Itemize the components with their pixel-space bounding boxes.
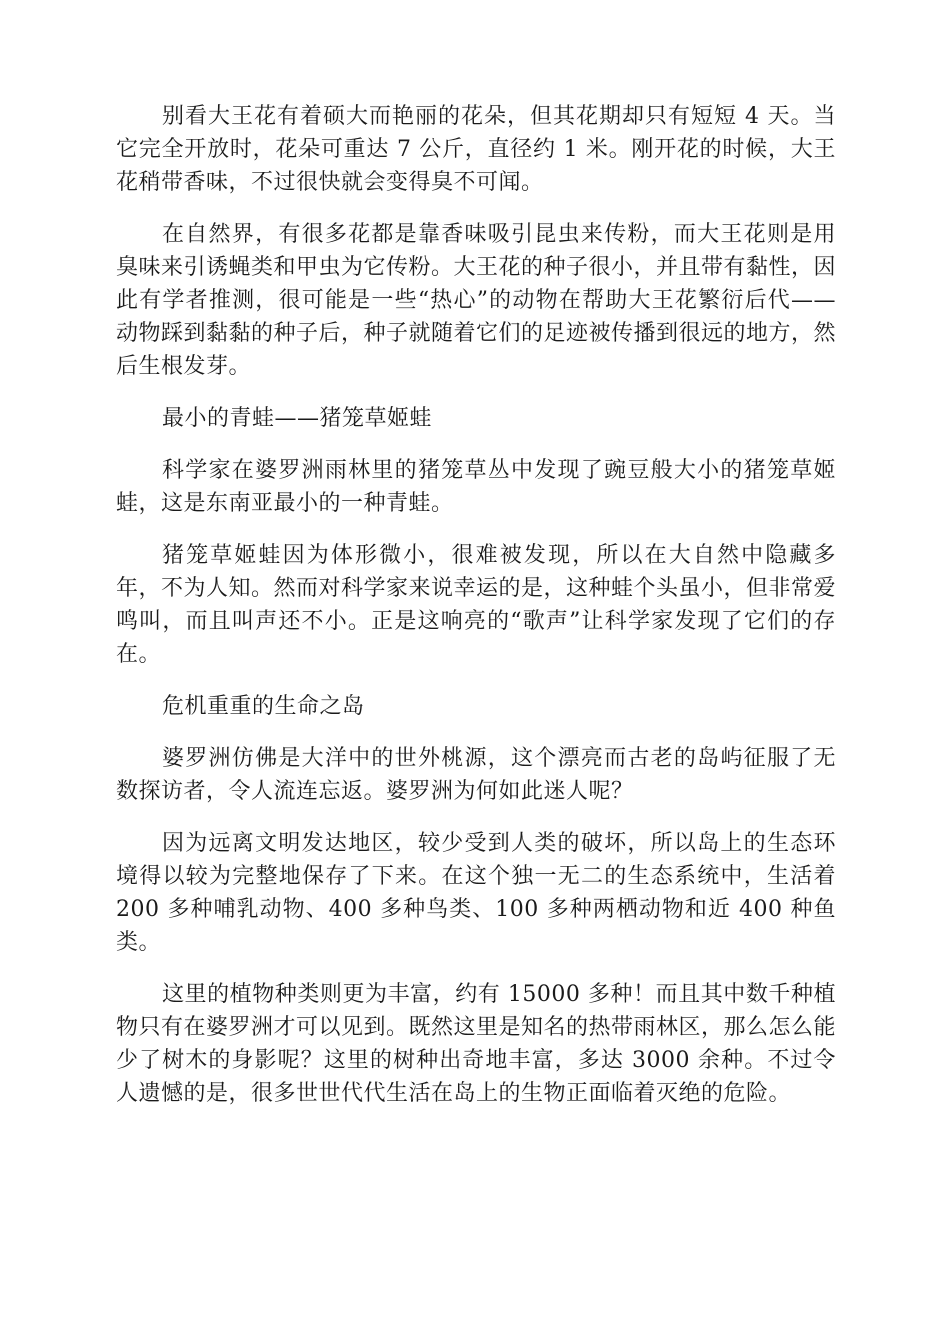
paragraph-borneo-ecosystem: 因为远离文明发达地区，较少受到人类的破坏，所以岛上的生态环境得以较为完整地保存了下来。在这个独一无二的生态系统中，生活着 200 多种哺乳动物、400 多种鸟类、100 多种两栖动物和近 400 种鱼类。 xyxy=(116,831,836,955)
paragraph-frog-discovery: 科学家在婆罗洲雨林里的猪笼草丛中发现了豌豆般大小的猪笼草姬蛙，这是东南亚最小的一种青蛙。 xyxy=(116,458,836,516)
paragraph-borneo-intro: 婆罗洲仿佛是大洋中的世外桃源，这个漂亮而古老的岛屿征服了无数探访者，令人流连忘返。婆罗洲为何如此迷人呢？ xyxy=(116,746,836,804)
paragraph-frog-singing: 猪笼草姬蛙因为体形微小，很难被发现，所以在大自然中隐藏多年，不为人知。然而对科学家来说幸运的是，这种蛙个头虽小，但非常爱鸣叫，而且叫声还不小。正是这响亮的“歌声”让科学家发现了它们的存在。 xyxy=(116,543,837,667)
document-page xyxy=(116,100,836,1129)
section-heading-island-crisis: 危机重重的生命之岛 xyxy=(162,694,365,719)
section-heading-pitcher-frog: 最小的青蛙——猪笼草姬蛙 xyxy=(162,406,433,431)
paragraph-rafflesia-bloom: 别看大王花有着硕大而艳丽的花朵，但其花期却只有短短 4 天。当它完全开放时，花朵可重达 7 公斤，直径约 1 米。刚开花的时候，大王花稍带香味，不过很快就会变得臭不可闻。 xyxy=(116,104,836,195)
paragraph-borneo-plants: 这里的植物种类则更为丰富，约有 15000 多种！而且其中数千种植物只有在婆罗洲才可以见到。既然这里是知名的热带雨林区，那么怎么能少了树木的身影呢？这里的树种出奇地丰富，多达 3000 余种。不过令人遗憾的是，很多世世代代生活在岛上的生物正面临着灭绝的危险。 xyxy=(116,982,837,1106)
paragraph-rafflesia-pollination: 在自然界，有很多花都是靠香味吸引昆虫来传粉，而大王花则是用臭味来引诱蝇类和甲虫为它传粉。大王花的种子很小，并且带有黏性，因此有学者推测，很可能是一些“热心”的动物在帮助大王花繁衍后代——动物踩到黏黏的种子后，种子就随着它们的足迹被传播到很远的地方，然后生根发芽。 xyxy=(116,222,837,379)
